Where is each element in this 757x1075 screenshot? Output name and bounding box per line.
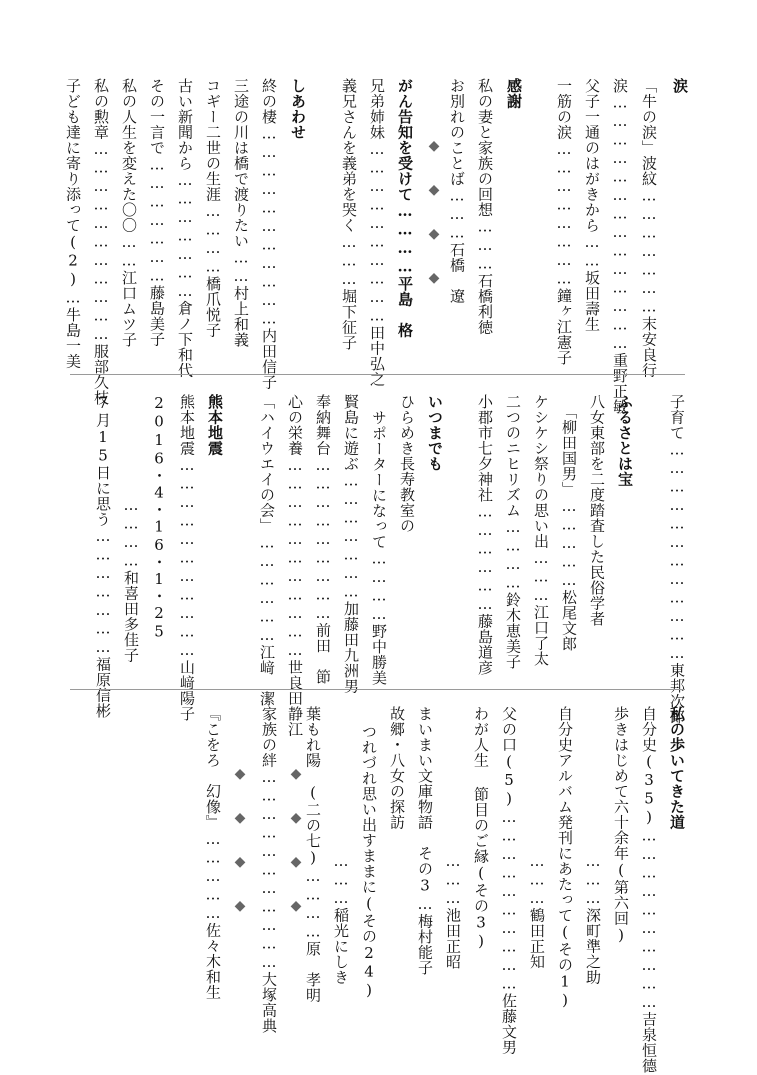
- toc-entry[interactable]: まいまい文庫物語 その3…梅村能子: [416, 706, 434, 976]
- toc-entry[interactable]: 心の栄養……………………………世良田静江: [286, 394, 304, 737]
- toc-entry[interactable]: コギー二世の生涯…………橋爪悦子: [204, 78, 222, 338]
- toc-entry-author[interactable]: ………深町準之助: [584, 852, 602, 985]
- toc-entry[interactable]: 義兄さんを義弟を哭く………堀下征子: [340, 78, 358, 351]
- toc-entry-author[interactable]: ………稲光にしき: [332, 852, 350, 985]
- toc-entry[interactable]: 「ハイウエイの会」………………江﨑 潔: [258, 394, 276, 707]
- diamond-ornaments: [233, 752, 247, 928]
- toc-entry-author[interactable]: ………鶴田正知: [528, 852, 546, 970]
- heading-kansha: 感謝: [505, 78, 523, 109]
- toc-entry[interactable]: 小郡市七夕神社………………藤島道彦: [476, 394, 494, 676]
- diamond-icon: ◆: [288, 810, 304, 826]
- toc-entry[interactable]: ひらめき長寿教室の: [398, 394, 416, 534]
- toc-entry[interactable]: 葉もれ陽 (二の七)…………原 孝明: [304, 706, 322, 1003]
- section-divider: [70, 374, 685, 375]
- heading-furusato: ふるさとは宝: [616, 394, 634, 487]
- toc-entry-author[interactable]: …………和喜田多佳子: [122, 496, 140, 663]
- diamond-icon: ◆: [426, 226, 442, 242]
- toc-entry[interactable]: 「牛の涙」波紋…………………末安良行: [640, 78, 658, 378]
- heading-namida: 涙: [671, 78, 689, 94]
- toc-entry[interactable]: 歩きはじめて六十余年(第六回): [612, 706, 630, 945]
- toc-entry[interactable]: 「柳田国男」……………松尾文郎: [560, 404, 578, 652]
- toc-entry[interactable]: 父子一通のはがきから……坂田壽生: [583, 78, 601, 332]
- heading-itsumademo: いつまでも: [426, 394, 444, 472]
- toc-entry[interactable]: わが人生 節目のご縁(その3): [472, 706, 490, 951]
- toc-entry[interactable]: がん告知を受けて…………平島 格: [396, 78, 414, 338]
- toc-entry-author[interactable]: ………池田正昭: [444, 852, 462, 970]
- toc-entry[interactable]: 私の人生を変えた〇〇……江口ムツ子: [120, 78, 138, 348]
- toc-entry[interactable]: ケシケシ祭りの思い出………江口了太: [532, 394, 550, 667]
- heading-shiawase: しあわせ: [289, 78, 307, 140]
- toc-entry[interactable]: 奉納舞台………………………前田 節: [314, 394, 332, 685]
- diamond-icon: ◆: [288, 898, 304, 914]
- toc-entry[interactable]: 兄弟姉妹…………………………田中弘之: [368, 78, 386, 387]
- diamond-icon: ◆: [232, 854, 248, 870]
- heading-kumamoto: 熊本地震: [206, 394, 224, 456]
- toc-entry[interactable]: 八女東部を二度踏査した民俗学者: [588, 394, 606, 627]
- toc-entry[interactable]: 古い新聞から…………………倉ノ下和代: [176, 78, 194, 378]
- toc-entry[interactable]: 私の妻と家族の回想………石橋利徳: [476, 78, 494, 335]
- diamond-ornaments: [427, 124, 441, 300]
- diamond-icon: ◆: [288, 854, 304, 870]
- heading-ayumi: 私の歩いてきた道: [668, 706, 686, 830]
- toc-entry[interactable]: 故郷・八女の探訪: [388, 706, 406, 830]
- toc-entry[interactable]: つれづれ思い出すままに(その24): [360, 724, 378, 1000]
- toc-entry[interactable]: 熊本地震……………………………山﨑陽子: [178, 394, 196, 722]
- toc-entry[interactable]: 2016・4・16・1・25: [150, 394, 168, 641]
- toc-entry[interactable]: 7月15日に思う…………………福原信彬: [94, 394, 112, 719]
- diamond-icon: ◆: [426, 182, 442, 198]
- toc-entry[interactable]: 二つのニヒリズム…………鈴木恵美子: [504, 394, 522, 670]
- diamond-icon: ◆: [232, 766, 248, 782]
- diamond-icon: ◆: [232, 898, 248, 914]
- toc-entry[interactable]: 『こをろ 幻像』……………佐々木和生: [204, 706, 222, 1000]
- diamond-ornaments: [289, 752, 303, 928]
- toc-entry[interactable]: 三途の川は橋で渡りたい……村上和義: [232, 78, 250, 348]
- toc-entry[interactable]: 私の勲章……………………………服部久枝: [92, 78, 110, 406]
- toc-entry[interactable]: 涙……………………………………重野正敏: [611, 78, 629, 415]
- toc-entry[interactable]: その一言で…………………藤島美子: [148, 78, 166, 347]
- toc-entry[interactable]: 終の棲……………………………内田信子: [260, 78, 278, 390]
- toc-entry[interactable]: 賢島に遊ぶ…………………加藤田九洲男: [342, 394, 360, 694]
- diamond-icon: ◆: [426, 270, 442, 286]
- toc-entry[interactable]: 家族の絆……………………………大塚高典: [260, 706, 278, 1034]
- toc-entry[interactable]: 子育て………………………………東邦次郎: [668, 394, 686, 725]
- toc-entry[interactable]: 自分史アルバム発刊にあたって(その1): [556, 706, 574, 1010]
- section-divider: [70, 689, 685, 690]
- toc-entry[interactable]: 子ども達に寄り添って(2)…牛島一美: [64, 78, 82, 369]
- diamond-icon: ◆: [426, 138, 442, 154]
- diamond-icon: ◆: [232, 810, 248, 826]
- toc-entry[interactable]: 父の口(5)…………………………佐藤文男: [500, 706, 518, 1055]
- toc-entry[interactable]: お別れのことば………石橋 遼: [448, 78, 466, 304]
- toc-entry[interactable]: 自分史(35)…………………………吉泉恒德: [640, 706, 658, 1074]
- toc-entry[interactable]: サポーターになって…………野中勝美: [370, 410, 388, 686]
- diamond-icon: ◆: [288, 766, 304, 782]
- toc-entry[interactable]: 一筋の涙……………………鐘ヶ江憲子: [555, 78, 573, 366]
